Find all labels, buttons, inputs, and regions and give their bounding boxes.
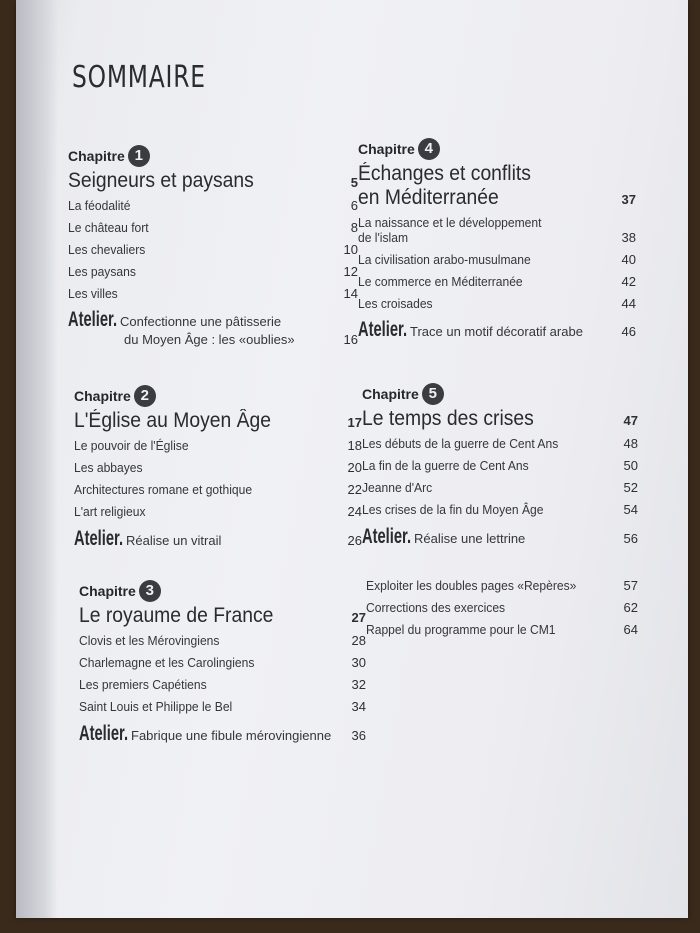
toc-item[interactable] (362, 502, 638, 517)
atelier-text-line2: du Moyen Âge : les «oublies» (124, 332, 295, 347)
atelier-text: Trace un motif décoratif arabe (410, 324, 583, 339)
toc-item[interactable] (366, 600, 638, 615)
toc-item[interactable] (79, 699, 366, 714)
atelier-entry[interactable] (79, 722, 366, 746)
toc-item-page: 10 (343, 242, 358, 257)
book-page (16, 0, 688, 918)
toc-item[interactable] (74, 438, 362, 453)
chapter-heading (74, 385, 362, 407)
chapter-heading (79, 580, 366, 602)
toc-item-label: Les premiers Capétiens (79, 677, 207, 692)
chapter-2 (74, 385, 362, 551)
toc-item-page: 50 (623, 458, 638, 473)
toc-item[interactable] (358, 296, 636, 311)
toc-item-label: Le pouvoir de l'Église (74, 438, 189, 453)
chapter-title-row[interactable] (79, 604, 366, 628)
chapter-title-row[interactable] (358, 162, 636, 210)
chapter-number-badge: 4 (418, 138, 440, 160)
toc-item[interactable] (68, 286, 358, 301)
atelier-entry[interactable] (68, 308, 358, 347)
toc-item-label: La civilisation arabo-musulmane (358, 252, 531, 267)
atelier-label: Atelier. (68, 308, 118, 331)
toc-item[interactable] (68, 242, 358, 257)
toc-item[interactable] (358, 215, 636, 245)
toc-item[interactable] (358, 274, 636, 289)
toc-item-page: 44 (621, 296, 636, 311)
toc-item-label: Les crises de la fin du Moyen Âge (362, 502, 544, 517)
toc-item-label: Charlemagne et les Carolingiens (79, 655, 255, 670)
toc-item-page: 62 (623, 600, 638, 615)
toc-item-label: La naissance et le développement (358, 215, 542, 230)
atelier-label: Atelier. (79, 722, 129, 745)
chapter-number-badge: 2 (134, 385, 156, 407)
toc-item-label: Les paysans (68, 264, 136, 279)
toc-item-label: Les débuts de la guerre de Cent Ans (362, 436, 559, 451)
atelier-entry[interactable] (358, 318, 636, 342)
chapter-number-badge: 3 (139, 580, 161, 602)
page-spine-shadow (16, 0, 58, 918)
toc-item-page: 34 (351, 699, 366, 714)
atelier-label: Atelier. (358, 318, 408, 341)
toc-item-label: Clovis et les Mérovingiens (79, 633, 220, 648)
toc-item-label: Corrections des exercices (366, 600, 506, 615)
chapter-5 (362, 383, 638, 549)
toc-item[interactable] (358, 252, 636, 267)
toc-item[interactable] (366, 622, 638, 637)
toc-item-label: Les chevaliers (68, 242, 146, 257)
chapter-title: Échanges et conflits (358, 162, 531, 185)
toc-item[interactable] (362, 458, 638, 473)
atelier-entry[interactable] (362, 525, 638, 549)
chapter-label: Chapitre (68, 148, 125, 164)
toc-item-page: 64 (623, 622, 638, 637)
atelier-entry[interactable] (74, 527, 362, 551)
toc-item[interactable] (68, 264, 358, 279)
toc-item[interactable] (79, 677, 366, 692)
chapter-label: Chapitre (79, 583, 136, 599)
chapter-title: Le royaume de France (79, 604, 274, 627)
toc-item[interactable] (68, 198, 358, 213)
toc-item-label: Jeanne d'Arc (362, 480, 433, 495)
chapter-page: 27 (351, 610, 366, 625)
toc-item[interactable] (74, 504, 362, 519)
extras-list (366, 578, 638, 644)
atelier-label: Atelier. (74, 527, 124, 550)
toc-item-page: 48 (623, 436, 638, 451)
toc-item-page: 32 (351, 677, 366, 692)
atelier-text: Fabrique une fibule mérovingienne (131, 728, 332, 743)
atelier-text: Réalise une lettrine (414, 531, 526, 546)
chapter-number-badge: 1 (128, 145, 150, 167)
chapter-1 (68, 145, 358, 347)
chapter-page: 5 (350, 175, 358, 190)
toc-item-page: 12 (343, 264, 358, 279)
toc-item-page: 28 (351, 633, 366, 648)
chapter-heading (68, 145, 358, 167)
chapter-heading (362, 383, 638, 405)
toc-item-page: 6 (350, 198, 358, 213)
toc-item-label: Le commerce en Méditerranée (358, 274, 523, 289)
toc-item-label: Saint Louis et Philippe le Bel (79, 699, 233, 714)
toc-item-label: La féodalité (68, 198, 131, 213)
toc-item[interactable] (79, 633, 366, 648)
toc-item-label: Architectures romane et gothique (74, 482, 253, 497)
toc-item-page: 14 (343, 286, 358, 301)
toc-item-label: Les croisades (358, 296, 433, 311)
chapter-title-row[interactable] (68, 169, 358, 193)
toc-item-label: Rappel du programme pour le CM1 (366, 622, 556, 637)
toc-item[interactable] (68, 220, 358, 235)
toc-item-label: L'art religieux (74, 504, 146, 519)
toc-item-label: La fin de la guerre de Cent Ans (362, 458, 529, 473)
chapter-title: Seigneurs et paysans (68, 169, 254, 192)
page-title: SOMMAIRE (72, 60, 206, 95)
chapter-title-row[interactable] (362, 407, 638, 431)
chapter-label: Chapitre (74, 388, 131, 404)
atelier-page: 16 (343, 332, 358, 347)
atelier-page: 46 (621, 324, 636, 339)
toc-item-label: Les abbayes (74, 460, 143, 475)
toc-item-page: 38 (621, 230, 636, 245)
toc-item[interactable] (79, 655, 366, 670)
toc-item-page: 8 (350, 220, 358, 235)
chapter-title: Le temps des crises (362, 407, 534, 430)
atelier-page: 36 (351, 728, 366, 743)
toc-item-page: 54 (623, 502, 638, 517)
toc-item-label: Les villes (68, 286, 118, 301)
atelier-text: Confectionne une pâtisserie (120, 314, 282, 329)
toc-item[interactable] (74, 482, 362, 497)
atelier-text: Réalise un vitrail (126, 533, 222, 548)
toc-item-page: 57 (623, 578, 638, 593)
toc-item-page: 24 (347, 504, 362, 519)
chapter-number-badge: 5 (422, 383, 444, 405)
chapter-title: L'Église au Moyen Âge (74, 409, 272, 432)
toc-item[interactable] (362, 480, 638, 495)
toc-item-label: Exploiter les doubles pages «Repères» (366, 578, 577, 593)
chapter-title-line2: en Méditerranée (358, 186, 499, 209)
toc-item-page: 20 (347, 460, 362, 475)
chapter-4 (358, 138, 636, 342)
atelier-page: 56 (623, 531, 638, 546)
toc-item[interactable] (366, 578, 638, 593)
chapter-page: 17 (347, 415, 362, 430)
toc-item-label: Le château fort (68, 220, 149, 235)
toc-item-page: 30 (351, 655, 366, 670)
toc-item[interactable] (362, 436, 638, 451)
toc-item-page: 52 (623, 480, 638, 495)
chapter-3 (79, 580, 366, 746)
atelier-label: Atelier. (362, 525, 412, 548)
toc-item[interactable] (74, 460, 362, 475)
toc-item-page: 18 (347, 438, 362, 453)
toc-item-label-line2: de l'islam (358, 230, 409, 245)
chapter-title-row[interactable] (74, 409, 362, 433)
toc-item-page: 42 (621, 274, 636, 289)
toc-item-page: 22 (347, 482, 362, 497)
chapter-heading (358, 138, 636, 160)
chapter-page: 47 (623, 413, 638, 428)
chapter-label: Chapitre (358, 141, 415, 157)
chapter-label: Chapitre (362, 386, 419, 402)
toc-item-page: 40 (621, 252, 636, 267)
atelier-page: 26 (347, 533, 362, 548)
chapter-page: 37 (621, 192, 636, 207)
